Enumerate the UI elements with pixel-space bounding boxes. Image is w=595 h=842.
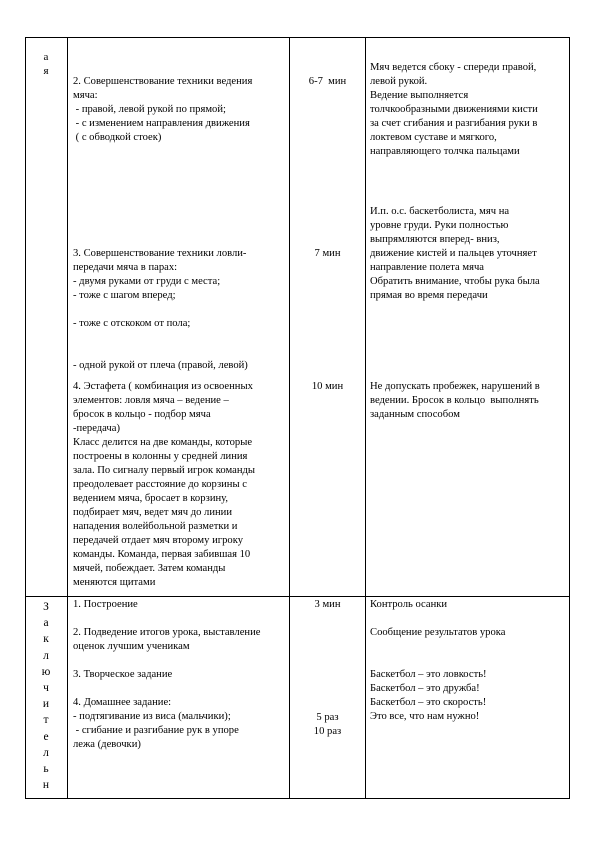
lesson-plan-table: [25, 37, 570, 799]
row-3-content: 4. Эстафета ( комбинация из освоенных элементов: ловля мяча – ведение – бросок в кольцо - подбор мяча -передача) Класс делится на две команды, которые построены в колонны у средней линия зала. По сигналу первый игрок команды преодолевает расстояние до корзины с ведением мяча, бросает в корзину, подбирает мяч, ведет мяч до линии нападения волейбольной разметки и передачей отдает мяч второму игроку команды. Команда, первая забившая 10 мячей, побеждает. Затем команды меняются щитами: [73, 381, 255, 588]
table-border-bottom: [25, 798, 570, 799]
table-border-top: [25, 37, 570, 38]
table-border-left: [25, 37, 26, 799]
row-2-content: 3. Совершенствование техники ловли- передачи мяча в парах: - двумя руками от груди с места; - тоже с шагом вперед; - тоже с отскоком от пола; - одной рукой от плеча (правой, левой): [73, 248, 248, 371]
column-divider-1: [67, 37, 68, 799]
column-divider-2: [289, 37, 290, 799]
final-time-bottom: 5 раз 10 раз: [313, 712, 342, 737]
final-section-notes: Контроль осанки Сообщение результатов урока Баскетбол – это ловкость! Баскетбол – это дружба! Баскетбол – это скорость! Это все, что нам нужно!: [370, 599, 506, 722]
row-1-notes: Мяч ведется сбоку - спереди правой, левой рукой. Ведение выполняется толчкообразными движениями кисти за счет сгибания и разгибания руки в локтевом суставе и мягкого, направляющего толчка пальцами: [370, 62, 538, 157]
section-label-tail: а я: [43, 51, 49, 77]
row-2-time: 7 мин: [314, 248, 341, 259]
section-divider: [25, 596, 570, 597]
row-1-time: 6-7 мин: [308, 76, 347, 87]
final-section-content: 1. Построение 2. Подведение итогов урока, выставление оценок лучшим ученикам 3. Творческое задание 4. Домашнее задание: - подтягивание из виса (мальчики); - сгибание и разгибание рук в упоре лежа (девочки): [73, 599, 261, 750]
row-3-time: 10 мин: [311, 381, 344, 392]
row-2-notes: И.п. о.с. баскетболиста, мяч на уровне груди. Руки полностью выпрямляются вперед- вниз, движение кистей и пальцев уточняет направление полета мяча Обратить внимание, чтобы рука была прямая во время передачи: [370, 206, 540, 301]
section-label-final: З а к л ю ч и т е л ь н: [41, 601, 51, 792]
column-divider-3: [365, 37, 366, 799]
row-3-notes: Не допускать пробежек, нарушений в ведении. Бросок в кольцо выполнять заданным способом: [370, 381, 540, 420]
table-border-right: [569, 37, 570, 799]
row-1-content: 2. Совершенствование техники ведения мяча: - правой, левой рукой по прямой; - с изменением направления движения ( с обводкой стоек): [73, 76, 253, 143]
final-time-top: 3 мин: [314, 599, 341, 610]
